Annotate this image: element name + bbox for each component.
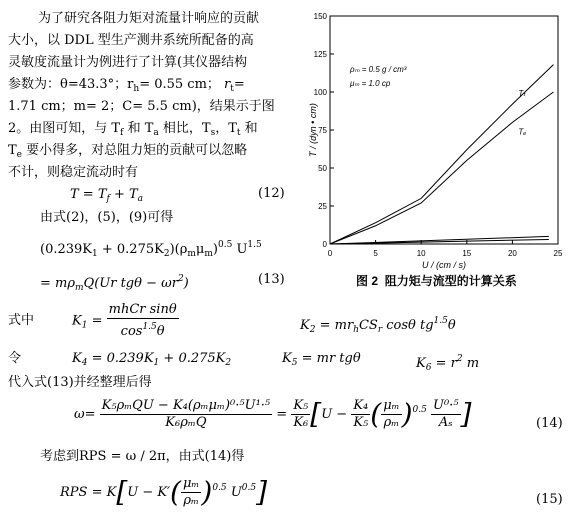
eq13-f: U xyxy=(232,242,248,257)
rt-eq: = xyxy=(233,77,245,92)
eq14-rparen: ) xyxy=(401,397,413,431)
eq14-u: U − xyxy=(321,407,348,422)
sub-e: e xyxy=(16,150,22,160)
eq14-k5b: K₅ xyxy=(353,415,369,430)
eq14-k5: K₅ xyxy=(293,398,309,413)
k5-eq: = mr tgθ xyxy=(297,351,361,366)
caption-text: 阻力矩与流型的计算关系 xyxy=(384,274,517,288)
y-tick-label: 100 xyxy=(313,88,327,97)
eq14-lparen: ( xyxy=(370,397,382,431)
eq15-exp: 0.5 xyxy=(212,483,227,493)
para-line-6 xyxy=(8,120,258,142)
k4-a: 1 xyxy=(153,358,160,368)
k6-sym: K xyxy=(416,356,426,371)
eq14-frac4 xyxy=(381,398,401,431)
eq14-number: (14) xyxy=(536,416,563,431)
k2-exp: 1.5 xyxy=(433,316,448,326)
k6-sub: 6 xyxy=(425,363,432,373)
sub-t2: t xyxy=(236,128,241,138)
eq12-number: (12) xyxy=(258,186,285,201)
y-axis-label: T / (dyn • cm) xyxy=(308,103,318,157)
y-tick-label: 125 xyxy=(313,50,327,59)
k2-sub: 2 xyxy=(309,325,316,335)
k2-tail: cosθ tg xyxy=(382,318,434,333)
annotation-2: μₘ = 1.0 cp xyxy=(350,79,391,88)
y-tick-label: 50 xyxy=(318,164,327,173)
rt-symbol: r xyxy=(224,77,231,92)
k5-sym: K xyxy=(282,351,292,366)
eq14-mu: μₘ xyxy=(383,398,400,413)
para-line-6-e: 和 xyxy=(244,121,258,136)
eq12-lhs: T = T xyxy=(70,187,107,202)
k2-h: h xyxy=(353,325,359,335)
figure-caption xyxy=(356,272,517,289)
eq14-rho: ρₘ xyxy=(383,415,400,430)
eq13-a: (0.239K xyxy=(40,242,92,257)
k5-sub: 5 xyxy=(291,358,298,368)
caption-number: 图 2 xyxy=(356,274,379,288)
eq12-sub-f: f xyxy=(106,194,110,204)
k4-b: + 0.275K xyxy=(159,351,226,366)
eq13-line1 xyxy=(40,236,262,263)
k1-fraction xyxy=(107,302,179,340)
para-line-4 xyxy=(8,76,245,98)
eq13-g: = mρ xyxy=(40,276,75,291)
y-tick-label: 25 xyxy=(318,202,327,211)
k1-def xyxy=(72,302,179,340)
eq14-frac5 xyxy=(431,398,461,431)
eq14 xyxy=(74,398,471,431)
subst-line: 代入式(13)并经整理后得 xyxy=(8,375,152,390)
eq13-line2 xyxy=(40,270,189,297)
k2-cs: CS xyxy=(358,318,378,333)
k1-den-b: θ xyxy=(156,324,165,339)
eq13-exp3: 2 xyxy=(177,274,184,284)
eq15-lhs: RPS = xyxy=(60,485,103,500)
k2-end: θ xyxy=(447,318,456,333)
k6-def xyxy=(416,350,479,377)
sub-t: t xyxy=(230,84,234,94)
sub-h: h xyxy=(133,84,140,94)
chart-series xyxy=(330,65,553,244)
k1-den-exp: 1.5 xyxy=(142,322,157,332)
k2-def xyxy=(300,312,456,339)
eq14-omega: ω= xyxy=(74,407,96,422)
let-label: 令 xyxy=(8,351,22,366)
eq14-exp: 0.5 xyxy=(412,405,427,415)
eq14-u05: U⁰·⁵ xyxy=(433,398,459,413)
where-label: 式中 xyxy=(8,313,35,328)
eq14-den: K₆ρₘQ xyxy=(165,415,207,430)
eq13-h: Q(Ur tgθ − ωr xyxy=(83,276,178,291)
x-tick-label: 10 xyxy=(416,249,426,258)
para-line-1: 为了研究各阻力矩对流量计响应的贡献 xyxy=(38,11,260,26)
eq15 xyxy=(60,476,267,509)
k1-den-a: cos xyxy=(120,324,143,339)
derive-line: 由式(2)，(5)，(9)可得 xyxy=(40,210,174,225)
eq15-u: U − K′ xyxy=(127,485,171,500)
para-line-6-b: 和 T xyxy=(127,121,154,136)
k1-sym: K xyxy=(72,313,82,329)
eq15-rparen: ) xyxy=(201,475,213,509)
para-line-8: 不计，则稳定流动时有 xyxy=(8,165,139,180)
sub-a: a xyxy=(153,128,159,138)
x-tick-label: 25 xyxy=(553,249,563,258)
k1-eq: = xyxy=(87,313,107,329)
k1-num: mhCr sinθ xyxy=(108,302,177,317)
x-axis-label: U / (cm / s) xyxy=(422,260,466,270)
eq15-k: K xyxy=(106,485,117,500)
k4-sym: K xyxy=(72,351,82,366)
eq15-lparen: ( xyxy=(170,475,181,509)
k4-def xyxy=(72,350,231,372)
series-label-2: Tₑ xyxy=(518,127,527,137)
eq13-s1: 1 xyxy=(92,249,98,259)
annotation-1: ρₘ = 0.5 g / cm³ xyxy=(350,65,407,74)
para-line-7 xyxy=(8,142,247,164)
para-line-6-a: 2。由图可知，与 T xyxy=(8,121,121,136)
eq13-sm3: m xyxy=(75,283,84,293)
x-tick-label: 0 xyxy=(327,249,333,258)
eq14-num: K₅ρₘQU − K₄(ρₘμₘ)⁰·⁵U¹·⁵ xyxy=(101,398,271,413)
eq15-lbracket: [ xyxy=(116,475,128,509)
k4-sub: 4 xyxy=(81,358,88,368)
k2-sym: K xyxy=(300,318,310,333)
sub-s: s xyxy=(210,128,216,138)
k6-eq: = r xyxy=(431,356,457,371)
eq15-rho: ρₘ xyxy=(183,493,199,508)
eq12 xyxy=(70,186,143,208)
para-line-6-c: 相比，T xyxy=(162,121,211,136)
consider-line: 考虑到RPS = ω / 2π，由式(14)得 xyxy=(40,449,245,464)
k1-sub: 1 xyxy=(81,320,88,331)
x-tick-label: 15 xyxy=(462,249,472,258)
eq15-texp: 0.5 xyxy=(241,483,257,493)
eq13-b: + 0.275K xyxy=(97,242,164,257)
eq15-u-tail: U xyxy=(230,485,242,500)
chart-figure-2 xyxy=(308,4,568,282)
eq13-e: ) xyxy=(212,242,218,257)
eq15-rbracket: ] xyxy=(256,475,268,509)
eq13-s2: 2 xyxy=(163,249,170,259)
eq13-exp2: 1.5 xyxy=(247,240,262,250)
y-tick-label: 0 xyxy=(322,240,327,249)
eq14-as: Aₛ xyxy=(438,415,453,430)
sub-f: f xyxy=(120,128,124,138)
eq13-c: )(ρ xyxy=(169,242,188,257)
eq13-number: (13) xyxy=(258,272,285,287)
eq14-frac3 xyxy=(351,398,370,431)
rh-value: = 0.55 cm； xyxy=(139,77,220,92)
k2-r: r xyxy=(377,325,383,335)
para-line-2: 大小，以 DDL 型生产测井系统所配备的高 xyxy=(8,33,254,48)
eq12-sub-a: a xyxy=(137,194,144,204)
eq12-plus: + T xyxy=(109,187,138,202)
eq14-eq: = xyxy=(276,407,288,422)
eq15-number: (15) xyxy=(536,492,563,507)
eq14-frac1 xyxy=(100,398,272,431)
x-tick-label: 5 xyxy=(373,249,378,258)
para-line-7-tail: 要小得多，对总阻力矩的贡献可以忽略 xyxy=(26,143,248,158)
eq15-mu: μₘ xyxy=(182,476,200,491)
k6-m: m xyxy=(462,356,480,371)
para-line-3: 灵敏度流量计为例进行了计算(其仪器结构 xyxy=(8,55,248,70)
x-tick-label: 20 xyxy=(507,249,517,258)
eq14-k6: K₆ xyxy=(293,415,309,430)
eq14-lbracket: [ xyxy=(310,397,322,431)
series-line-2 xyxy=(330,92,553,244)
eq13-sm: m xyxy=(187,249,196,259)
para-line-6-d: ，T xyxy=(215,121,237,136)
k2-eq: = mr xyxy=(315,318,354,333)
series-label-1: Tₜ xyxy=(518,89,526,99)
k6-exp: 2 xyxy=(456,354,463,364)
eq13-i: ) xyxy=(183,276,189,291)
eq13-sm2: m xyxy=(204,249,213,259)
y-tick-label: 150 xyxy=(313,12,327,21)
k4-eq: = 0.239K xyxy=(87,351,154,366)
eq13-exp: 0.5 xyxy=(217,240,233,250)
eq14-k4: K₄ xyxy=(353,398,369,413)
eq14-rbracket: ] xyxy=(460,397,472,431)
para-line-4-a: 参数为：θ=43.3°；r xyxy=(8,77,134,92)
para-line-5: 1.71 cm；m= 2；C= 5.5 cm)，结果示于图 xyxy=(8,99,275,114)
k5-def xyxy=(282,350,361,372)
k4-c: 2 xyxy=(225,358,232,368)
eq15-frac xyxy=(181,476,201,509)
eq14-frac2 xyxy=(291,398,310,431)
k1-den xyxy=(107,319,179,340)
te-symbol: T xyxy=(8,143,17,158)
eq13-d: μ xyxy=(195,242,205,257)
y-tick-label: 75 xyxy=(318,126,327,135)
